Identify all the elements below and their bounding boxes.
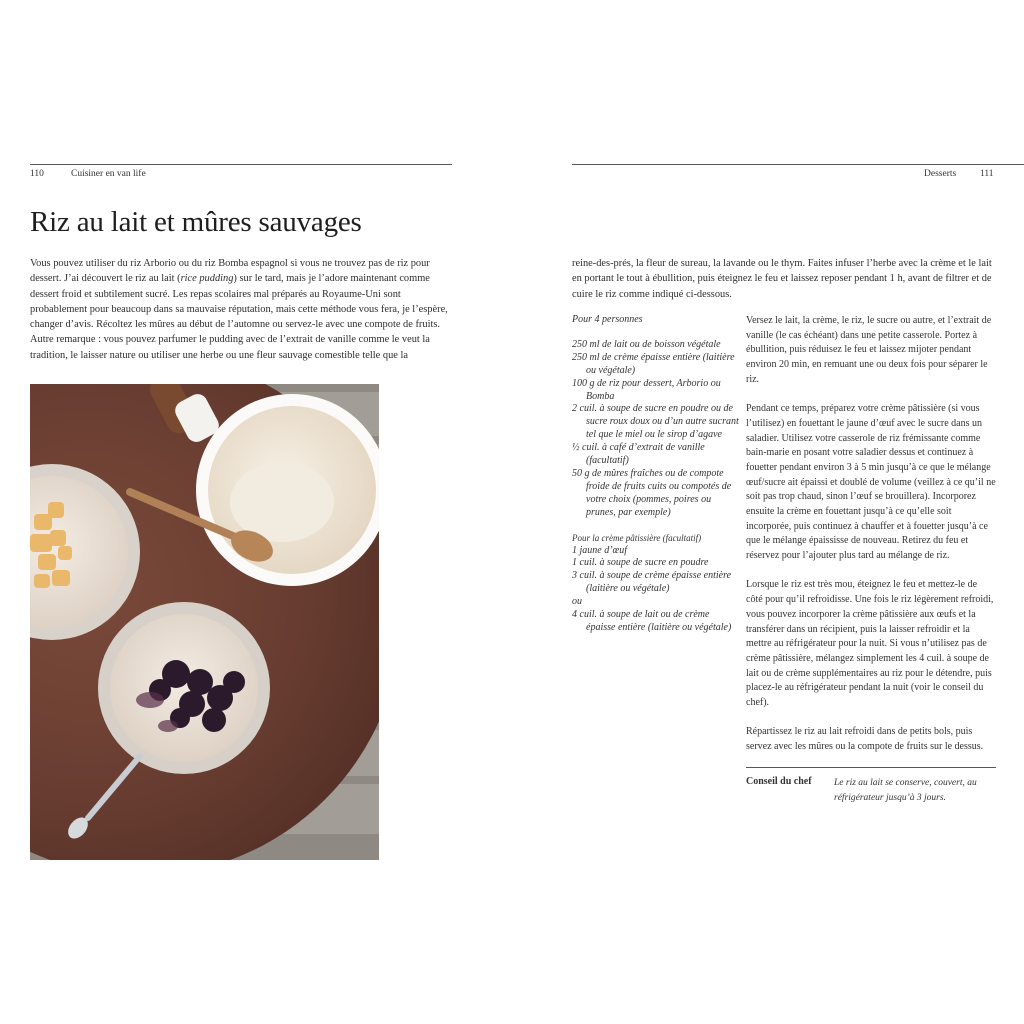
- method-step: Répartissez le riz au lait refroidi dans de petits bols, puis servez avec les mûres ou la compote de fruits sur le dessus.: [746, 726, 984, 753]
- ingredient-item: 250 ml de crème épaisse entière (laitière ou végétale): [572, 351, 735, 376]
- serves: Pour 4 personnes: [572, 314, 643, 325]
- ingredient-item: 100 g de riz pour dessert, Arborio ou Bomba: [572, 377, 721, 402]
- running-head-book-title: Cuisiner en van life: [71, 169, 146, 179]
- header-rule-left: [30, 164, 452, 165]
- ingredient-list: [572, 339, 740, 520]
- method-column: [746, 314, 996, 769]
- ingredient-item: 4 cuil. à soupe de lait ou de crème épaisse entière (laitière ou végétale): [572, 609, 732, 633]
- ingredient-alternative: ou: [572, 596, 582, 608]
- recipe-title: Riz au lait et mûres sauvages: [30, 206, 362, 238]
- page-number-left: 110: [30, 169, 44, 179]
- ingredient-item: 1 cuil. à soupe de sucre en poudre: [572, 557, 709, 569]
- page-number-right: 111: [980, 169, 994, 179]
- method-step: Pendant ce temps, préparez votre crème pâtissière (si vous l’utilisez) en fouettant le jaune d’œuf avec le sucre dans un saladier. Utilisez votre casserole de riz frémissante comme bain-marie en posant votre saladier dessus et continuez à fouetter pendant environ 3 à 5 min jusqu’à ce que le mélange œuf/sucre ait épaissi et doublé de volume (veillez à ce qu’il ne soit pas trop chaud, sinon l’œuf se brouillera). Incorporez ensuite la crème en fouettant jusqu’à ce qu’elle soit incorporée, puis continuez à chauffer et à fouetter jusqu’à ce que le mélange épaississe de nouveau. Retirez du feu et réservez pour l’ajouter plus tard au mélange de riz.: [746, 403, 996, 562]
- recipe-photo: [30, 384, 379, 860]
- recipe-intro: [30, 256, 454, 363]
- chef-tip-text: Le riz au lait se conserve, couvert, au réfrigérateur jusqu’à 3 jours.: [834, 778, 977, 803]
- intro-italic-term: rice pudding: [180, 273, 234, 285]
- intro-text-start: Vous pouvez utiliser du riz Arborio ou du riz Bomba espagnol si vous ne trouvez pas de riz pour dessert. J’ai découvert le riz au lait (: [30, 258, 430, 285]
- ingredient-item: 50 g de mûres fraîches ou de compote froide de fruits cuits ou compotés de votre choix (pommes, poires ou prunes, par exemple): [572, 467, 732, 518]
- chef-tip-label: Conseil du chef: [746, 776, 812, 787]
- method-step: Lorsque le riz est très mou, éteignez le feu et mettez-le de côté pour qu’il refroidisse. Une fois le riz légèrement refroidi, vous pouvez incorporer la crème pâtissière aux œufs et la transférer dans un récipient, puis la laisser refroidir et la mettre au réfrigérateur pour la nuit. Si vous n’utilisez pas de crème pâtissière, mélangez simplement les 4 cuil. à soupe de lait ou de crème supplémentaires au riz pour le détendre, puis placez-le au réfrigérateur pendant la nuit (voir le conseil du chef).: [746, 579, 994, 709]
- intro-text-end: ) sur le tard, mais je l’adore maintenant comme dessert froid et subtilement sucré. Les repas scolaires mal préparés au Royaume-Uni sont probablement pour beaucoup dans sa mauvaise réputation, mais cette méthode vous fera, je l’espère, changer d’avis. Récoltez les mûres au début de l’automne ou servez-le avec une compote de fruits. Autre remarque : vous pouvez parfumer le pudding avec de l’extrait de vanille comme le veut la tradition, le laisser nature ou utiliser une herbe ou une fleur sauvage comestible telle que la: [30, 273, 448, 361]
- ingredient-item: 250 ml de lait ou de boisson végétale: [572, 338, 721, 350]
- ingredients-column: [572, 314, 740, 635]
- custard-heading: Pour la crème pâtissière (facultatif): [572, 532, 702, 543]
- ingredient-item: 2 cuil. à soupe de sucre en poudre ou de sucre roux doux ou d’un autre sucrant tel que le miel ou le sirop d’agave: [572, 403, 739, 441]
- running-head-section: Desserts: [924, 169, 957, 179]
- ingredient-item: 3 cuil. à soupe de crème épaisse entière (laitière ou végétale): [572, 570, 732, 595]
- custard-ingredient-list: [572, 532, 740, 635]
- method-step: Versez le lait, la crème, le riz, le sucre ou autre, et l’extrait de vanille (le cas échéant) dans une petite casserole. Portez à ébullition, puis réduisez le feu et laissez mijoter pendant environ 20 min, en remuant une ou deux fois pour séparer le riz.: [746, 315, 992, 385]
- ingredient-item: ½ cuil. à café d’extrait de vanille (facultatif): [572, 442, 705, 467]
- tip-rule: [746, 767, 996, 768]
- intro-continued: reine-des-prés, la fleur de sureau, la lavande ou le thym. Faites infuser l’herbe avec la crème et le lait en portant le tout à ébullition, puis éteignez le feu et laissez reposer pendant 1 h, avant de filtrer et de cuire le riz comme indiqué ci-dessous.: [572, 258, 992, 300]
- ingredient-item: 1 jaune d’œuf: [572, 544, 627, 556]
- header-rule-right: [572, 164, 1024, 165]
